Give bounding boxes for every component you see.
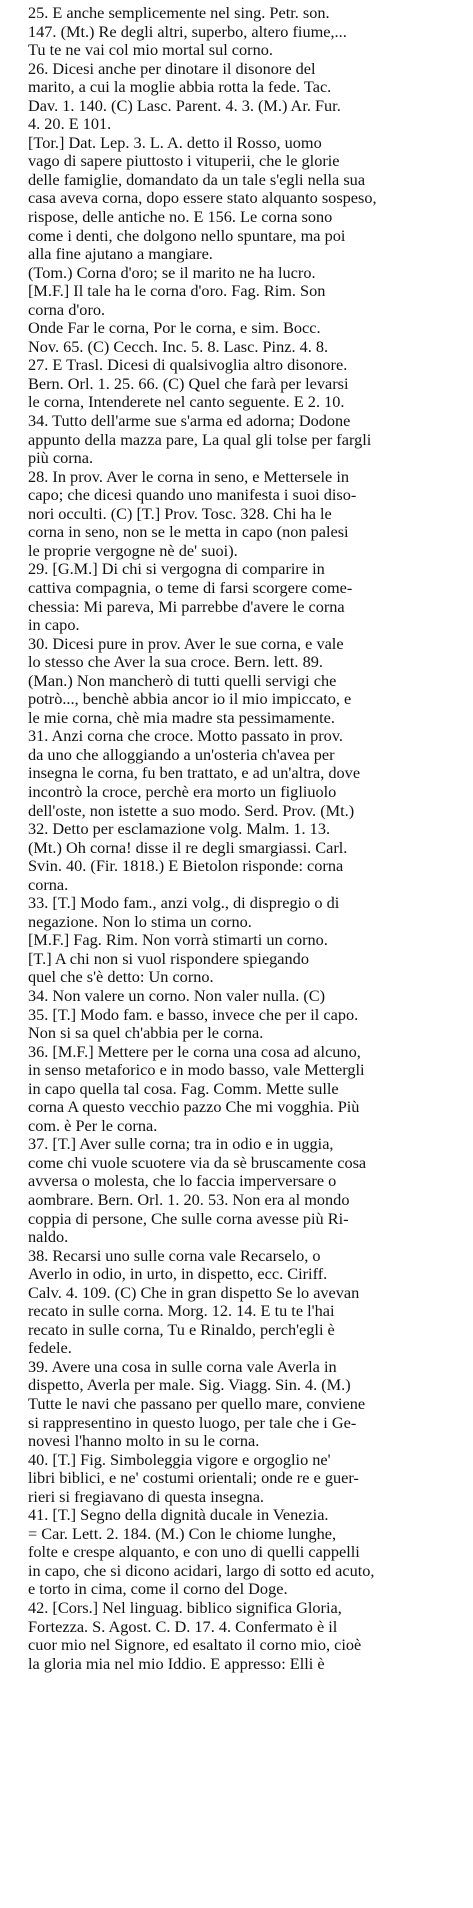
text-line: delle famiglie, domandato da un tale s'egli nella sua [28,170,366,189]
text-line: Svin. 40. (Fir. 1818.) E Bietolon risponde: corna [28,857,344,876]
text-line: libri biblici, e ne' costumi orientali; onde re e guer- [28,1469,359,1488]
text-line: potrò..., benchè abbia ancor io il mio impiccato, e [28,690,352,709]
entry-39 [6,1358,465,1451]
text-line: 28. In prov. Aver le corna in seno, e Mettersele in [28,467,349,486]
text-line: capo; che dicesi quando uno manifesta i suoi diso- [28,486,357,505]
text-line: Non si sa quel ch'abbia per le corna. [28,1024,264,1043]
entry-35 [6,1006,465,1043]
text-line: come i denti, che dolgono nello spuntare, ma poi [28,226,346,245]
entry-42 [6,1599,465,1673]
text-line: Averlo in odio, in urto, in dispetto, ecc. Ciriff. [28,1265,328,1284]
text-line: le mie corna, chè mia madre sta pessimamente. [28,708,335,727]
text-line: 147. (Mt.) Re degli altri, superbo, altero fiume,... [28,22,347,41]
text-line: lo stesso che Aver la sua croce. Bern. lett. 89. [28,653,323,672]
text-line: chessia: Mi pareva, Mi parrebbe d'avere le corna [28,597,345,616]
text-line: più corna. [28,449,94,468]
entry-30 [6,635,465,728]
text-line: casa aveva corna, dopo essere stato alquanto sospeso, [28,189,377,208]
text-line: 34. Tutto dell'arme sue s'arma ed adorna; Dodone [28,412,351,431]
text-line: rieri si fregiavano di questa insegna. [28,1487,264,1506]
text-line: dispetto, Averla per male. Sig. Viagg. Sin. 4. (M.) [28,1376,351,1395]
entry-33 [6,894,465,931]
text-line: negazione. Non lo stima un corno. [28,912,252,931]
text-line: Bern. Orl. 1. 25. 66. (C) Quel che farà per levarsi [28,374,349,393]
text-line: avversa o molesta, che lo faccia imperversare o [28,1172,337,1191]
entry-41 [6,1506,465,1599]
text-line: aombrare. Bern. Orl. 1. 20. 53. Non era al mondo [28,1191,350,1209]
entry-34 [6,987,465,1006]
text-line: recato in sulle corna. Morg. 12. 14. E tu te l'hai [28,1302,335,1321]
entry-31 [6,727,465,820]
text-line: com. è Per le corna. [28,1116,158,1135]
entry-26 [6,60,465,134]
text-line: (Tom.) Corna d'oro; se il marito ne ha lucro. [28,263,316,282]
text-line: (Man.) Non mancherò di tutti quelli servigi che [28,671,337,690]
text-line: 4. 20. E 101. [28,115,112,134]
text-line: 33. [T.] Modo fam., anzi volg., di dispregio o di [28,894,340,913]
entry-33-mf [6,931,465,950]
entry-32 [6,820,465,894]
entry-40 [6,1451,465,1507]
text-line: corna A questo vecchio pazzo Che mi vogghia. Più [28,1098,360,1117]
text-line: quel che s'è detto: Un corno. [28,968,214,987]
text-line: come chi vuole scuotere via da sè bruscamente cosa [28,1153,367,1172]
entry-25 [6,4,465,60]
text-line: le corna, Intenderete nel canto seguente. E 2. 10. [28,393,345,412]
text-line: 34. Non valere un corno. Non valer nulla. (C) [28,986,326,1005]
text-line: 42. [Cors.] Nel linguag. biblico significa Gloria, [28,1599,342,1618]
text-line: corna. [28,875,69,894]
text-line: naldo. [28,1228,69,1247]
text-line: vago di sapere piuttosto i vituperii, che le glorie [28,152,340,171]
text-line: incontrò la croce, perchè era morto un figliuolo [28,782,337,801]
text-line: cattiva compagnia, o teme di farsi scorgere come- [28,578,353,597]
text-line: in capo. [28,616,80,635]
text-line: nori occulti. (C) [T.] Prov. Tosc. 328. Chi ha le [28,504,332,523]
text-line: le proprie vergogne nè de' suoi). [28,541,238,560]
text-line: 27. E Trasl. Dicesi di qualsivoglia altro disonore. [28,356,348,375]
text-line: 36. [M.F.] Mettere per le corna una cosa ad alcuno, [28,1042,361,1061]
entry-28 [6,468,465,561]
text-line: [T.] A chi non si vuol rispondere spiegando [28,949,309,968]
text-line: in senso metaforico e in modo basso, vale Mettergli [28,1061,365,1080]
text-line: la gloria mia nel mio Iddio. E appresso: Elli è [28,1654,325,1673]
text-line: dell'oste, non istette a suo modo. Serd. Prov. (Mt.) [28,801,355,820]
text-line: in capo quella tal cosa. Fag. Comm. Mette sulle [28,1079,339,1098]
text-line: Onde Far le corna, Por le corna, e sim. Bocc. [28,319,321,338]
text-line: corna d'oro. [28,300,106,319]
entry-tom-corna-oro [6,264,465,283]
text-line: Dav. 1. 140. (C) Lasc. Parent. 4. 3. (M.) Ar. Fur. [28,96,341,115]
text-line: (Mt.) Oh corna! disse il re degli smargiassi. Carl. [28,838,348,857]
text-line: 31. Anzi corna che croce. Motto passato in prov. [28,727,343,746]
text-line: 38. Recarsi uno sulle corna vale Recarselo, o [28,1246,321,1265]
entry-mf-corna-oro [6,282,465,319]
text-line: Fortezza. S. Agost. C. D. 17. 4. Confermato è il [28,1617,338,1636]
text-line: [M.F.] Fag. Rim. Non vorrà stimarti un corno. [28,931,328,950]
text-line: coppia di persone, Che sulle corna avesse più Ri- [28,1209,349,1228]
text-line: Tutte le navi che passano per quello mare, conviene [28,1395,366,1414]
text-line: 26. Dicesi anche per dinotare il disonore del [28,59,316,78]
text-line: appunto della mazza pare, La qual gli tolse per fargli [28,430,372,449]
text-line: e torto in cima, come il corno del Doge. [28,1580,288,1599]
text-line: [M.F.] Il tale ha le corna d'oro. Fag. Rim. Son [28,282,326,301]
entry-tor-quote [6,134,465,264]
text-line: cuor mio nel Signore, ed esaltato il corno mio, cioè [28,1636,362,1655]
text-line: recato in sulle corna, Tu e Rinaldo, perch'egli è [28,1320,335,1339]
text-line: 40. [T.] Fig. Simboleggia vigore e orgoglio ne' [28,1450,331,1469]
text-line: marito, a cui la moglie abbia rotta la fede. Tac. [28,78,332,97]
text-line: 30. Dicesi pure in prov. Aver le sue corna, e vale [28,634,344,653]
entry-33-t [6,950,465,987]
text-line: folte e crespe alquanto, e con uno di quelli cappelli [28,1543,360,1562]
text-line: 25. E anche semplicemente nel sing. Petr. son. [28,4,330,22]
text-line: in capo, che si dicono acidari, largo di sotto ed acuto, [28,1561,375,1580]
text-line: [Tor.] Dat. Lep. 3. L. A. detto il Rosso, uomo [28,133,322,152]
entry-29 [6,560,465,634]
text-line: = Car. Lett. 2. 184. (M.) Con le chiome lunghe, [28,1524,337,1543]
text-line: 32. Detto per esclamazione volg. Malm. 1. 13. [28,820,331,839]
entry-37 [6,1135,465,1246]
entry-far-le-corna [6,319,465,356]
entry-36 [6,1043,465,1136]
text-line: corna in seno, non se le metta in capo (non palesi [28,523,349,542]
entry-27 [6,356,465,467]
text-line: 35. [T.] Modo fam. e basso, invece che per il capo. [28,1005,359,1024]
text-line: insegna le corna, fu ben trattato, e ad un'altra, dove [28,764,361,783]
entry-38 [6,1247,465,1358]
text-line: novesi l'hanno molto in su le corna. [28,1432,260,1451]
text-line: 29. [G.M.] Di chi si vergogna di comparire in [28,560,325,579]
text-line: alla fine ajutano a mangiare. [28,245,213,264]
text-line: fedele. [28,1339,72,1358]
text-line: si rappresentino in questo luogo, per tale che i Ge- [28,1413,357,1432]
text-line: Nov. 65. (C) Cecch. Inc. 5. 8. Lasc. Pinz. 4. 8. [28,337,329,356]
text-line: 37. [T.] Aver sulle corna; tra in odio e in uggia, [28,1135,334,1154]
text-line: 41. [T.] Segno della dignità ducale in Venezia. [28,1506,329,1525]
text-line: Tu te ne vai col mio mortal sul corno. [28,41,273,60]
text-line: 39. Avere una cosa in sulle corna vale Averla in [28,1357,337,1376]
text-line: rispose, delle antiche no. E 156. Le corna sono [28,208,333,227]
text-line: Calv. 4. 109. (C) Che in gran dispetto Se lo avevan [28,1283,360,1302]
text-line: da uno che alloggiando a un'osteria ch'avea per [28,745,335,764]
